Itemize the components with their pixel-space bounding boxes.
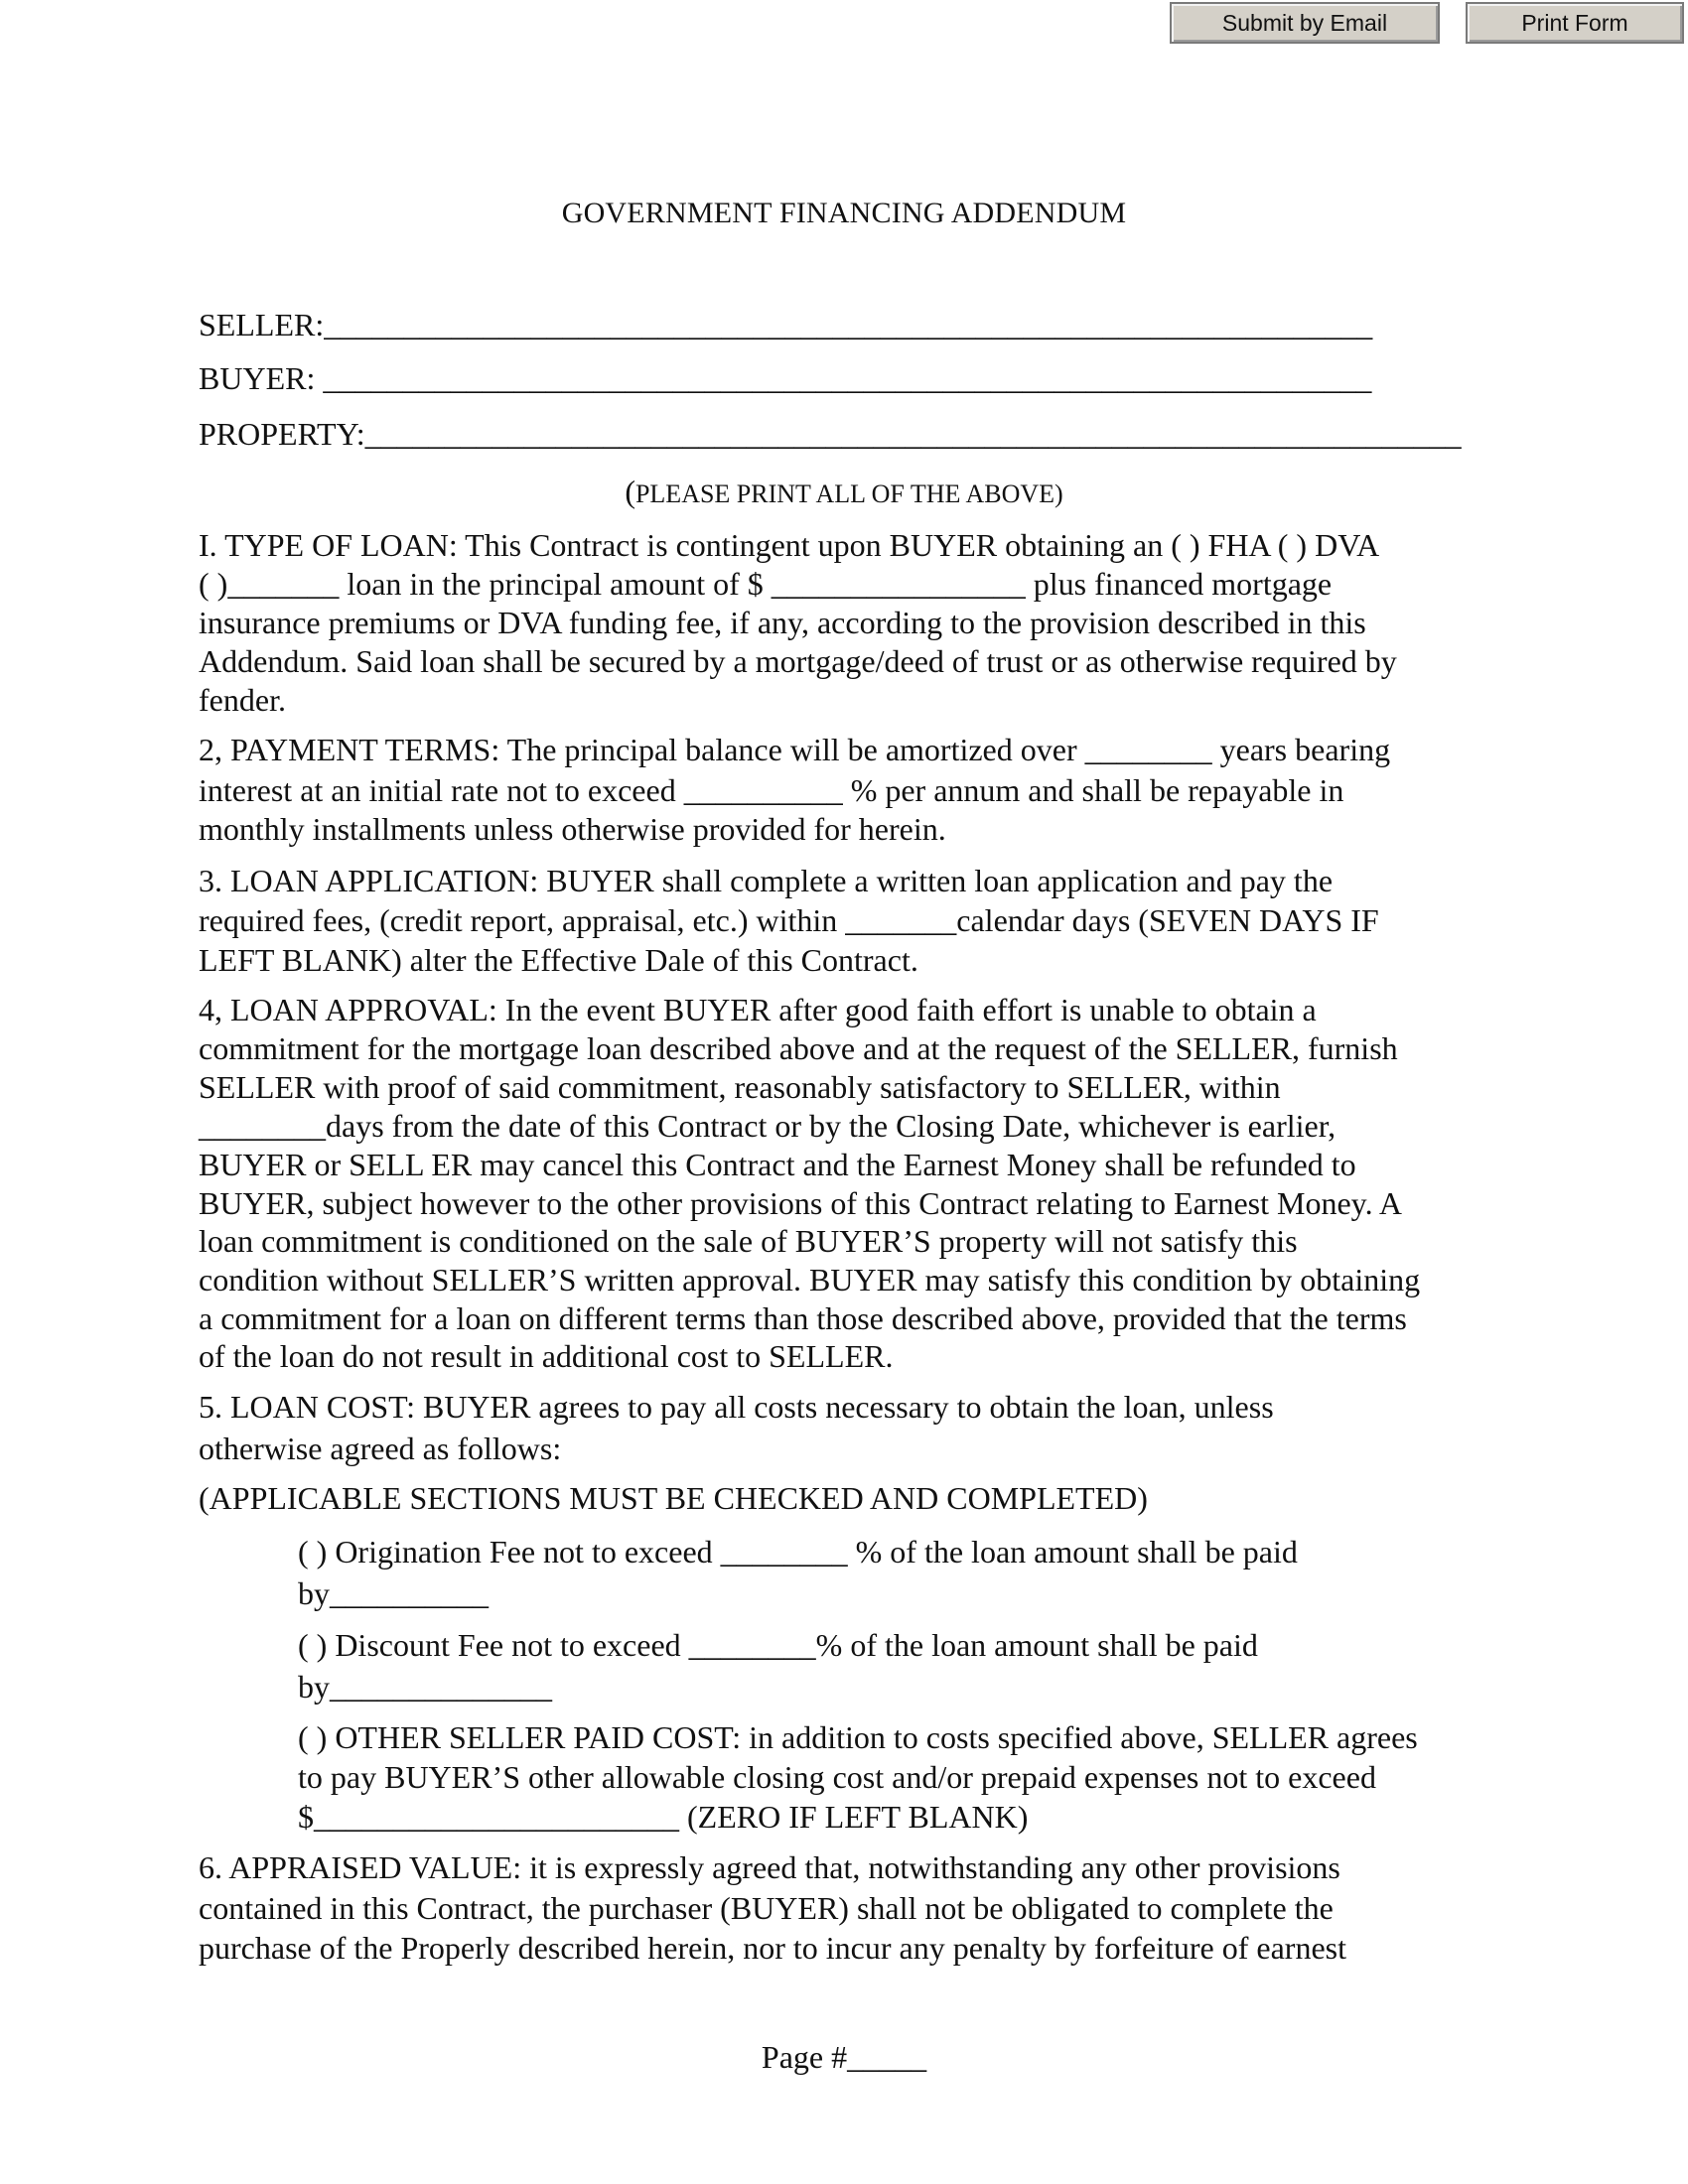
document-title: GOVERNMENT FINANCING ADDENDUM xyxy=(561,197,1127,229)
body-line: otherwise agreed as follows: xyxy=(199,1431,562,1466)
print-note-paren: ( xyxy=(625,474,635,509)
body-line: 6. APPRAISED VALUE: it is expressly agreed that, notwithstanding any other provisions xyxy=(199,1849,1340,1885)
body-line: interest at an initial rate not to exceed __________ % per annum and shall be repayable in xyxy=(199,772,1344,808)
seller-field-line[interactable]: SELLER:__________________________________________________________________ xyxy=(199,307,1373,342)
body-line: to pay BUYER’S other allowable closing cost and/or prepaid expenses not to exceed xyxy=(298,1759,1376,1795)
body-line: ( ) OTHER SELLER PAID COST: in addition to costs specified above, SELLER agrees xyxy=(298,1719,1418,1755)
body-line: ________days from the date of this Contract or by the Closing Date, whichever is earlier, xyxy=(199,1108,1336,1144)
body-line: ( ) Discount Fee not to exceed ________% of the loan amount shall be paid xyxy=(298,1627,1258,1663)
body-line: fender. xyxy=(199,682,286,718)
body-line: Addendum. Said loan shall be secured by a mortgage/deed of trust or as otherwise required by xyxy=(199,643,1397,679)
body-line: condition without SELLER’S written approval. BUYER may satisfy this condition by obtaining xyxy=(199,1262,1421,1297)
body-line: (APPLICABLE SECTIONS MUST BE CHECKED AND COMPLETED) xyxy=(199,1480,1148,1516)
body-line: of the loan do not result in additional cost to SELLER. xyxy=(199,1338,894,1374)
body-line: loan commitment is conditioned on the sale of BUYER’S property will not satisfy this xyxy=(199,1223,1298,1259)
body-line: required fees, (credit report, appraisal, etc.) within _______calendar days (SEVEN DAYS IF xyxy=(199,902,1379,938)
print-note-text: PLEASE PRINT ALL OF THE ABOVE) xyxy=(634,479,1063,508)
body-line: 3. LOAN APPLICATION: BUYER shall complete a written loan application and pay the xyxy=(199,863,1334,898)
page-number: Page #_____ xyxy=(761,2039,927,2075)
body-line: by______________ xyxy=(298,1669,552,1705)
body-line: $_______________________ (ZERO IF LEFT BLANK) xyxy=(298,1799,1029,1835)
body-line: by__________ xyxy=(298,1575,489,1611)
body-line: BUYER or SELL ER may cancel this Contract and the Earnest Money shall be refunded to xyxy=(199,1147,1356,1182)
buyer-field-line[interactable]: BUYER: __________________________________________________________________ xyxy=(199,360,1372,396)
print-form-button[interactable]: Print Form xyxy=(1466,2,1684,44)
body-line: 4, LOAN APPROVAL: In the event BUYER after good faith effort is unable to obtain a xyxy=(199,992,1317,1027)
body-line: monthly installments unless otherwise provided for herein. xyxy=(199,811,946,847)
print-note xyxy=(0,473,1688,513)
body-line: commitment for the mortgage loan described above and at the request of the SELLER, furnish xyxy=(199,1030,1398,1066)
submit-by-email-button[interactable]: Submit by Email xyxy=(1170,2,1440,44)
body-line: BUYER, subject however to the other provisions of this Contract relating to Earnest Money. A xyxy=(199,1185,1402,1221)
body-line: insurance premiums or DVA funding fee, if any, according to the provision described in this xyxy=(199,605,1366,640)
body-line: ( ) Origination Fee not to exceed ________ % of the loan amount shall be paid xyxy=(298,1534,1298,1570)
body-line: SELLER with proof of said commitment, reasonably satisfactory to SELLER, within xyxy=(199,1069,1281,1105)
body-line: LEFT BLANK) alter the Effective Dale of this Contract. xyxy=(199,942,918,978)
body-line: ( )_______ loan in the principal amount of $ ________________ plus financed mortgage xyxy=(199,566,1333,602)
body-line: purchase of the Properly described herein, nor to incur any penalty by forfeiture of earnest xyxy=(199,1930,1346,1966)
body-line: contained in this Contract, the purchaser (BUYER) shall not be obligated to complete the xyxy=(199,1890,1334,1926)
body-line: I. TYPE OF LOAN: This Contract is contingent upon BUYER obtaining an ( ) FHA ( ) DVA xyxy=(199,527,1380,563)
body-line: 5. LOAN COST: BUYER agrees to pay all costs necessary to obtain the loan, unless xyxy=(199,1389,1274,1425)
body-line: a commitment for a loan on different terms than those described above, provided that the terms xyxy=(199,1300,1407,1336)
body-line: 2, PAYMENT TERMS: The principal balance will be amortized over ________ years bearing xyxy=(199,732,1391,767)
property-field-line[interactable]: PROPERTY:_____________________________________________________________________ xyxy=(199,416,1462,452)
